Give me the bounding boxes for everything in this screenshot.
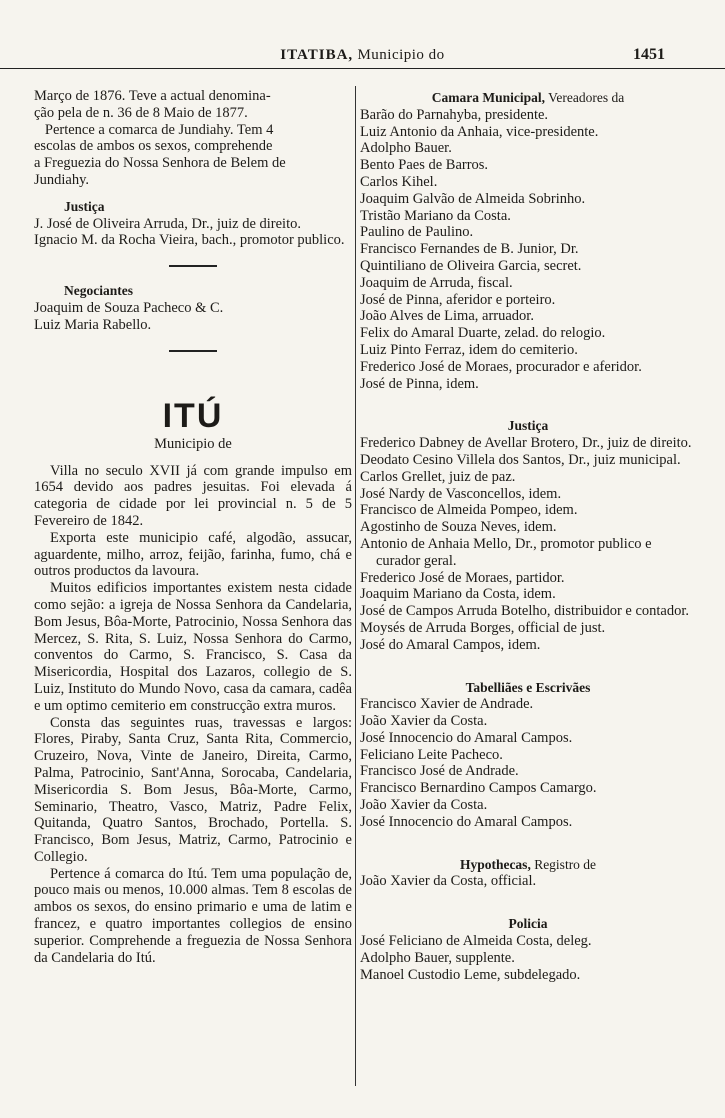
tabelliao-entry: Francisco Bernardino Campos Camargo.: [360, 780, 597, 797]
policia-entry: Manoel Custodio Leme, subdelegado.: [360, 966, 581, 983]
justica-entry: Moysés de Arruda Borges, official de just.: [360, 619, 606, 636]
section-heading-justica: Justiça: [64, 198, 105, 214]
camara-entry: Luiz Pinto Ferraz, idem do cemiterio.: [360, 341, 578, 358]
section-heading-policia: Policia: [508, 916, 548, 932]
itu-subtitle: Municipio de: [154, 435, 232, 452]
itu-paragraph: Muitos edificios importantes existem nesta cidade como sejão: a igreja de Nossa Senhora da Candelaria, Bom Jesus, Bôa-Morte, Patrocinio, Nossa Senhora das Mercez, S. Rita, S. Luiz, Nossa Senhora do Carmo, conventos do Carmo, S. Francisco, S. Casa da Misericordia, Hospital dos Lazaros, collegio de S. Luiz, Instituto do Mundo Novo, casa da camara, cadêa e um optimo cemiterio em construcção extra muros.: [34, 580, 352, 714]
camara-entry: Carlos Kihel.: [360, 173, 438, 190]
itu-paragraph: Pertence á comarca do Itú. Tem uma população de, pouco mais ou menos, 10.000 almas. Tem 8 escolas de ambos os sexos, do ensino primario e uma de latim e francez, e quatro importantes collegios de ensino superior. Comprehende a freguezia de Nossa Senhora da Candelaria do Itú.: [34, 865, 352, 966]
camara-heading-rest: Vereadores da: [545, 90, 625, 105]
camara-entry: Adolpho Bauer.: [360, 140, 452, 157]
section-separator: [169, 265, 217, 267]
negociante-entry: Joaquim de Souza Pacheco & C.: [34, 299, 224, 316]
justica-entry: Ignacio M. da Rocha Vieira, bach., promotor publico.: [34, 232, 345, 249]
section-heading-justica: Justiça: [507, 418, 549, 434]
section-heading-tabelliaes: Tabelliães e Escrivães: [465, 679, 591, 695]
left-column: [34, 88, 352, 966]
intro-line: ção pela de n. 36 de 8 Maio de 1877.: [34, 104, 248, 121]
page-number: 1451: [633, 46, 665, 63]
itu-paragraph: Villa no seculo XVII já com grande impulso em 1654 devido aos padres jesuitas. Foi elevada á categoria de cidade por lei provincial n. 5 de 5 Fevereiro de 1842.: [34, 462, 352, 529]
justica-entry: Frederico Dabney de Avellar Brotero, Dr., juiz de direito.: [360, 435, 692, 452]
section-heading-negociantes: Negociantes: [64, 283, 133, 299]
section-heading-camara: [360, 90, 696, 107]
intro-line: a Freguezia do Nossa Senhora de Belem de: [34, 155, 286, 172]
itu-title: ITÚ: [162, 396, 224, 435]
tabelliao-entry: Francisco Xavier de Andrade.: [360, 696, 534, 713]
title-rest: Municipio do: [353, 47, 445, 63]
camara-entry: Tristão Mariano da Costa.: [360, 207, 511, 224]
hypothecas-heading-bold: Hypothecas,: [459, 856, 531, 872]
hypothecas-entry: João Xavier da Costa, official.: [360, 873, 537, 890]
justica-entry: Joaquim Mariano da Costa, idem.: [360, 586, 556, 603]
tabelliao-entry: Francisco José de Andrade.: [360, 763, 519, 780]
running-title: [0, 47, 725, 64]
tabelliao-entry: João Xavier da Costa.: [360, 797, 488, 814]
camara-entry: Luiz Antonio da Anhaia, vice-presidente.: [360, 123, 599, 140]
justica-entry: Francisco de Almeida Pompeo, idem.: [360, 502, 578, 519]
right-column: [360, 88, 696, 983]
justica-entry: Frederico José de Moraes, partidor.: [360, 569, 565, 586]
tabelliao-entry: José Innocencio do Amaral Campos.: [360, 729, 573, 746]
justica-entry: Agostinho de Souza Neves, idem.: [360, 519, 557, 536]
camara-entry: Joaquim Galvão de Almeida Sobrinho.: [360, 190, 586, 207]
camara-entry: João Alves de Lima, arruador.: [360, 308, 534, 325]
justica-entry: José do Amaral Campos, idem.: [360, 636, 541, 653]
camara-entry: José de Pinna, aferidor e porteiro.: [360, 291, 556, 308]
tabelliao-entry: Feliciano Leite Pacheco.: [360, 746, 503, 763]
page-header: [0, 44, 725, 69]
policia-entry: José Feliciano de Almeida Costa, deleg.: [360, 933, 592, 950]
itu-paragraph: Consta das seguintes ruas, travessas e largos: Flores, Piraby, Santa Cruz, Santa Rita, Commercio, Cruzeiro, Nova, Vinte de Janeiro, Direita, Carmo, Palma, Patrocinio, Sant'Anna, Sorocaba, Candelaria, Misericordia S. Bom Jesus, Bôa-Morte, Carmo, Seminario, Theatro, Vasco, Matriz, Padre Felix, Quitanda, Quatro Santos, Brochado, Portella. S. Francisco, Bom Jesus, Matriz, Carmo, Patrocinio e Collegio.: [34, 714, 352, 865]
policia-entry: Adolpho Bauer, supplente.: [360, 949, 515, 966]
column-divider: [355, 86, 356, 1086]
intro-line: Março de 1876. Teve a actual denomina-: [34, 88, 271, 104]
justica-entry: Antonio de Anhaia Mello, Dr., promotor publico e curador geral.: [360, 535, 652, 569]
section-heading-hypothecas: [360, 857, 696, 874]
itatiba-intro: [34, 88, 352, 189]
camara-entry: Paulino de Paulino.: [360, 224, 474, 241]
camara-entry: Frederico José de Moraes, procurador e aferidor.: [360, 358, 642, 375]
intro-line: Pertence a comarca de Jundiahy. Tem 4: [34, 121, 274, 138]
camara-heading-bold: Camara Municipal,: [431, 90, 546, 105]
camara-entry: Felix do Amaral Duarte, zelad. do relogio.: [360, 325, 606, 342]
justica-entry: Carlos Grellet, juiz de paz.: [360, 468, 516, 485]
intro-line: Jundiahy.: [34, 171, 90, 188]
camara-entry: Francisco Fernandes de B. Junior, Dr.: [360, 241, 579, 258]
hypothecas-heading-rest: Registro de: [530, 856, 597, 872]
justica-entry: José de Campos Arruda Botelho, distribuidor e contador.: [360, 603, 690, 620]
camara-entry: Bento Paes de Barros.: [360, 157, 489, 174]
intro-line: escolas de ambos os sexos, comprehende: [34, 138, 273, 155]
itu-paragraph: Exporta este municipio café, algodão, assucar, aguardente, milho, arroz, feijão, farinha, fumo, chá e outros productos da lavoura.: [34, 529, 352, 580]
justica-entry: José Nardy de Vasconcellos, idem.: [360, 485, 562, 502]
camara-entry: Quintiliano de Oliveira Garcia, secret.: [360, 257, 582, 274]
tabelliao-entry: João Xavier da Costa.: [360, 713, 488, 730]
camara-entry: Barão do Parnahyba, presidente.: [360, 106, 549, 123]
camara-entry: Joaquim de Arruda, fiscal.: [360, 274, 513, 291]
section-separator: [169, 350, 217, 352]
justica-entry: Deodato Cesino Villela dos Santos, Dr., juiz municipal.: [360, 451, 681, 468]
justica-entry: J. José de Oliveira Arruda, Dr., juiz de direito.: [34, 215, 301, 232]
camara-entry: José de Pinna, idem.: [360, 375, 479, 392]
title-town: ITATIBA,: [280, 47, 354, 63]
negociante-entry: Luiz Maria Rabello.: [34, 316, 152, 333]
tabelliao-entry: José Innocencio do Amaral Campos.: [360, 813, 573, 830]
